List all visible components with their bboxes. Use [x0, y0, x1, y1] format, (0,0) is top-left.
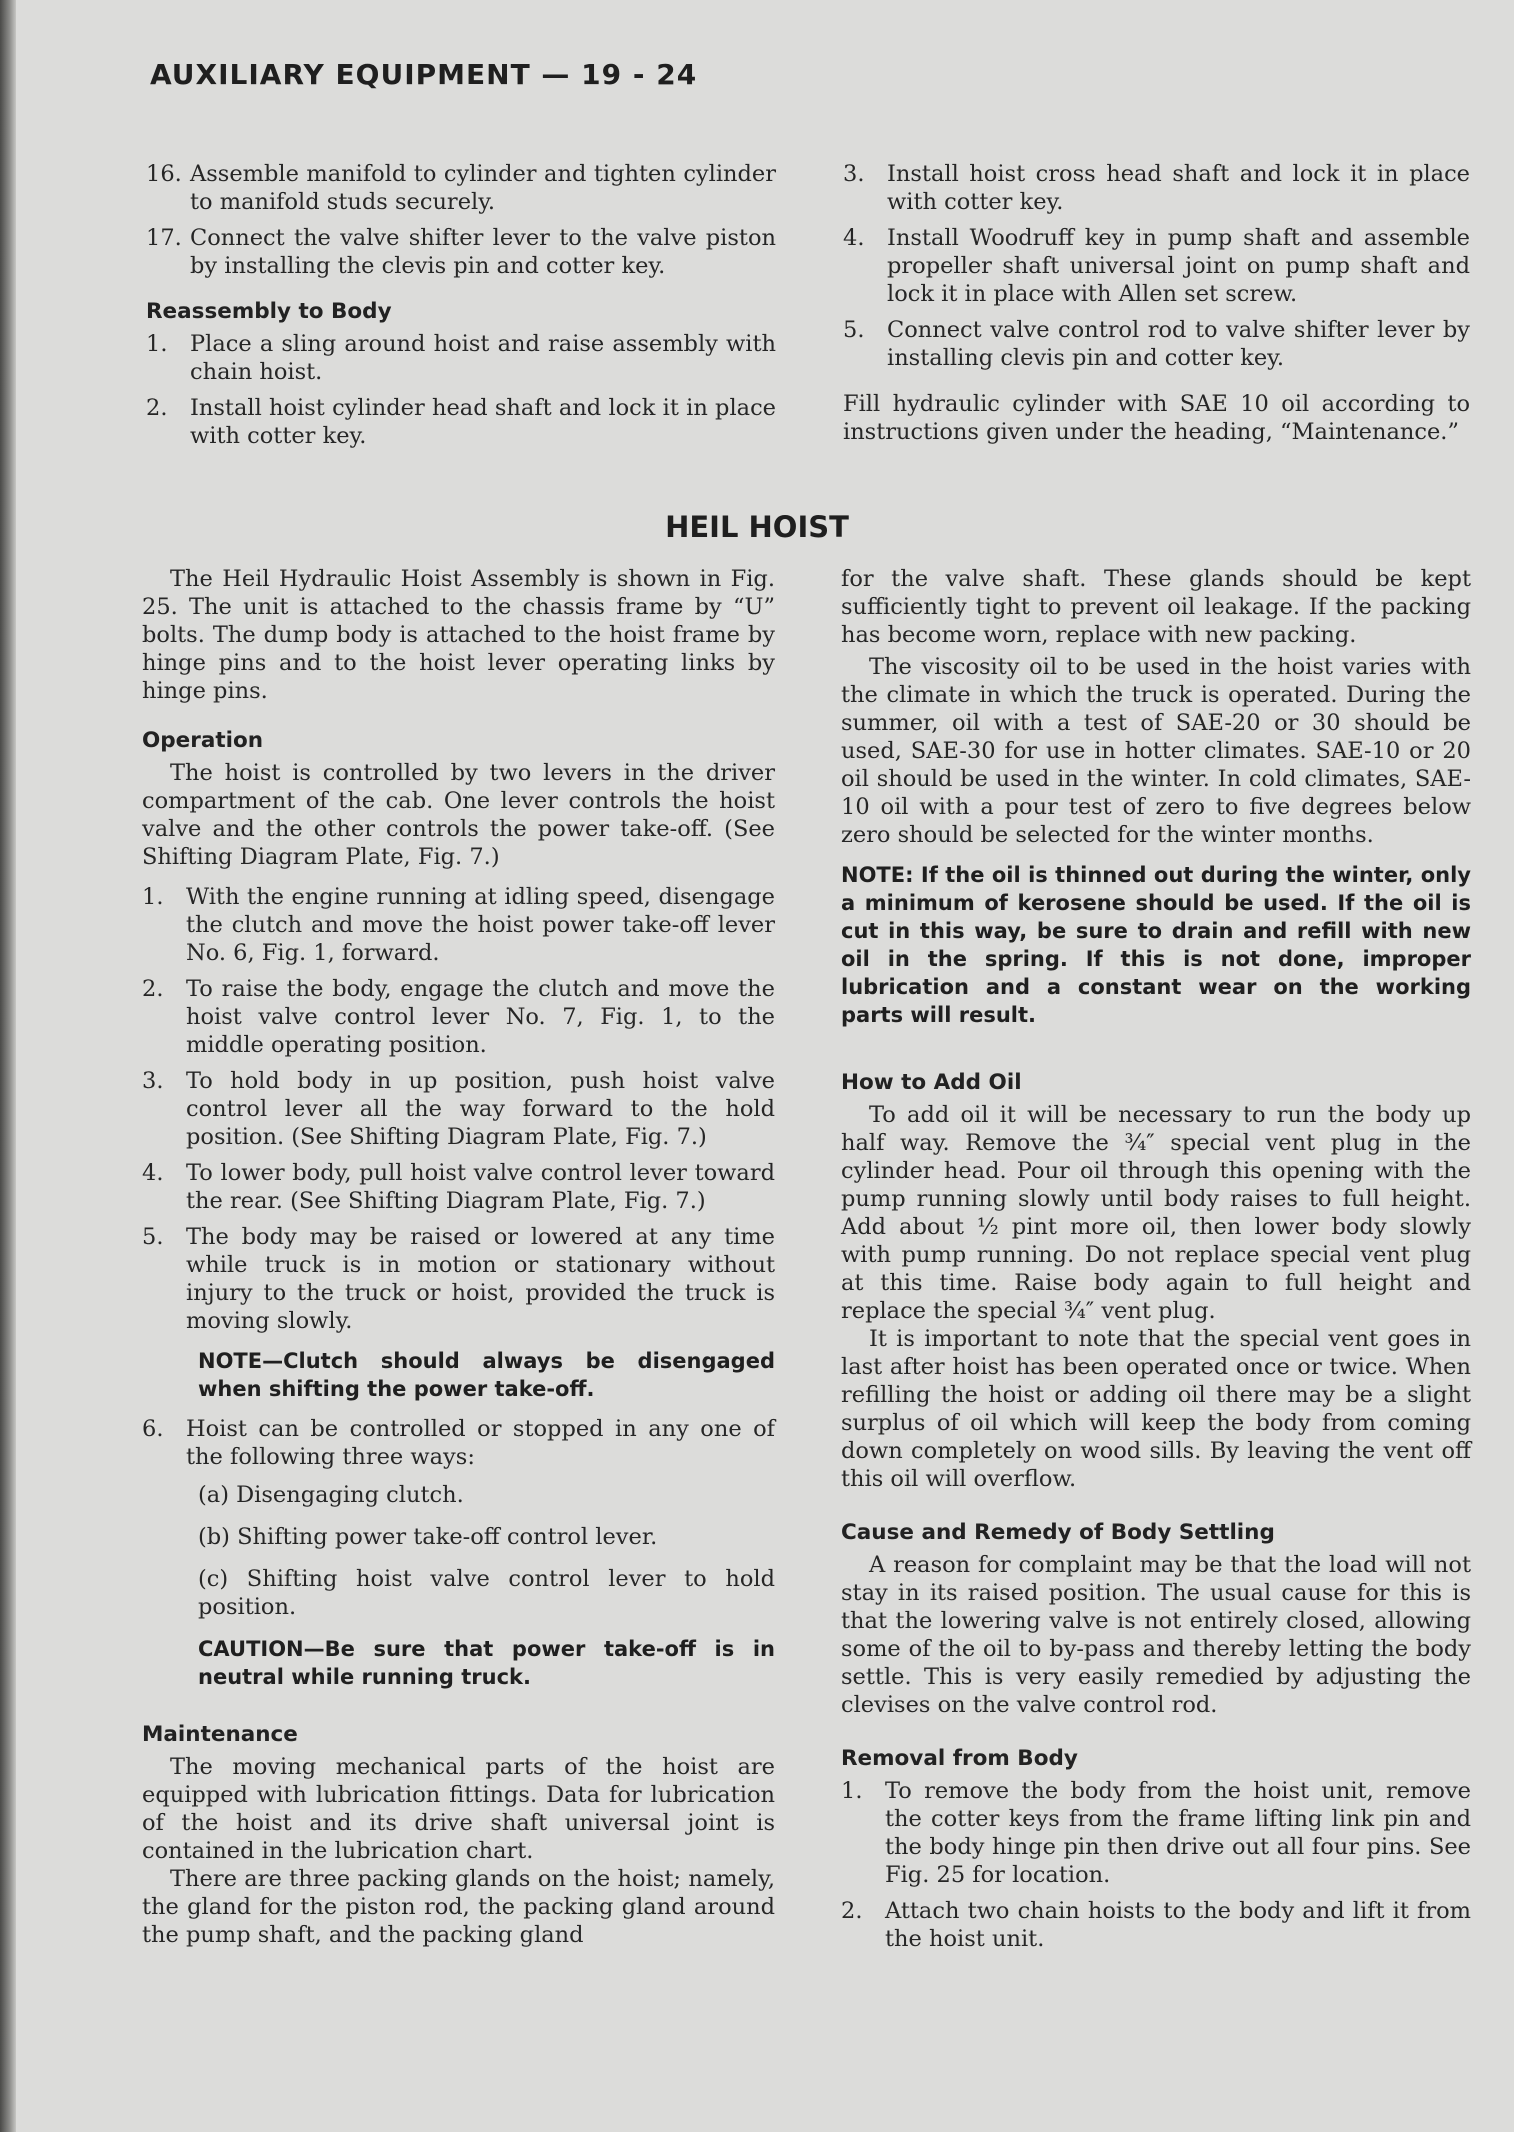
operation-paragraph: The hoist is controlled by two levers in the driver compartment of the cab. One lever controls the hoist valve and the other controls the power take-off. (See Shifting Diagram Plate, Fig. 7.)	[142, 760, 775, 870]
step-number: 1.	[142, 884, 164, 910]
step-number: 5.	[142, 1224, 164, 1250]
step-number: 16.	[146, 161, 182, 187]
operation-heading: Operation	[142, 728, 264, 753]
step-number: 3.	[142, 1068, 164, 1094]
step-number: 4.	[142, 1160, 164, 1186]
step-number: 2.	[142, 976, 164, 1002]
step-text: With the engine running at idling speed, disengage the clutch and move the hoist power take-off lever No. 6, Fig. 1, forward.	[186, 884, 775, 966]
list-item	[841, 1777, 1471, 1889]
list-item	[142, 975, 775, 1059]
step-number: 2.	[146, 395, 168, 421]
step-text: Install Woodruff key in pump shaft and assemble propeller shaft universal joint on pump shaft and lock it in place with Allen set screw.	[887, 225, 1470, 307]
removal-heading: Removal from Body	[841, 1746, 1078, 1771]
step-text: Place a sling around hoist and raise assembly with chain hoist.	[190, 331, 776, 385]
add-oil-paragraph: It is important to note that the special vent goes in last after hoist has been operated once or twice. When refilling the hoist or adding oil there may be a slight surplus of oil which will keep the body from coming down completely on wood sills. By leaving the vent off this oil will overflow.	[841, 1326, 1471, 1492]
control-ways-list	[142, 1481, 775, 1621]
add-oil-heading: How to Add Oil	[841, 1070, 1022, 1095]
step-text: To lower body, pull hoist valve control lever toward the rear. (See Shifting Diagram Plate, Fig. 7.)	[186, 1160, 775, 1214]
reassembly-steps	[146, 330, 776, 450]
list-item: (a) Disengaging clutch.	[198, 1482, 464, 1508]
reassembly-heading: Reassembly to Body	[146, 299, 392, 324]
right-column	[841, 565, 1471, 1961]
viscosity-paragraph: The viscosity oil to be used in the hoist varies with the climate in which the truck is operated. During the summer, oil with a test of SAE-20 or 30 should be used, SAE-30 for use in hotter climates. SAE-10 or 20 oil should be used in the winter. In cold climates, SAE-10 oil with a pour test of zero to five degrees below zero should be selected for the winter months.	[841, 654, 1471, 848]
step-text: To raise the body, engage the clutch and move the hoist valve control lever No. 7, Fig. 1, to the middle operating position.	[186, 976, 775, 1058]
step-text: Connect valve control rod to valve shifter lever by installing clevis pin and cotter key.	[887, 317, 1470, 371]
assembly-steps	[146, 160, 776, 280]
continued-paragraph: for the valve shaft. These glands should be kept sufficiently tight to prevent oil leakage. If the packing has become worn, replace with new packing.	[841, 566, 1471, 648]
step-text: To remove the body from the hoist unit, remove the cotter keys from the frame lifting link pin and the body hinge pin then drive out all four pins. See Fig. 25 for location.	[885, 1778, 1471, 1888]
top-left-column	[146, 160, 776, 458]
list-item	[142, 1223, 775, 1335]
list-item	[841, 1897, 1471, 1953]
operation-steps	[142, 883, 775, 1335]
settling-paragraph: A reason for complaint may be that the load will not stay in its raised position. The usual cause for this is that the lowering valve is not entirely closed, allowing some of the oil to by-pass and thereby letting the body settle. This is very easily remedied by adjusting the clevises on the valve control rod.	[841, 1552, 1471, 1718]
list-item	[146, 330, 776, 386]
intro-paragraph: The Heil Hydraulic Hoist Assembly is shown in Fig. 25. The unit is attached to the chassis frame by “U” bolts. The dump body is attached to the hoist frame by hinge pins and to the hoist lever operating links by hinge pins.	[142, 566, 775, 704]
control-steps	[142, 1415, 775, 1471]
page-binding-edge	[0, 0, 16, 2132]
step-number: 3.	[843, 161, 865, 187]
list-item	[843, 224, 1470, 308]
list-item	[146, 160, 776, 216]
list-item: (c) Shifting hoist valve control lever to hold position.	[198, 1566, 775, 1620]
section-title: HEIL HOIST	[665, 510, 849, 544]
step-text: To hold body in up position, push hoist valve control lever all the way forward to the hold position. (See Shifting Diagram Plate, Fig. 7.)	[186, 1068, 775, 1150]
step-number: 1.	[841, 1778, 863, 1804]
step-text: Assemble manifold to cylinder and tighten cylinder to manifold studs securely.	[190, 161, 776, 215]
list-item	[146, 394, 776, 450]
removal-steps	[841, 1777, 1471, 1953]
caution-note: CAUTION—Be sure that power take-off is in neutral while running truck.	[198, 1637, 775, 1689]
left-column	[142, 565, 775, 1949]
fill-instruction: Fill hydraulic cylinder with SAE 10 oil according to instructions given under the heading, “Maintenance.”	[843, 391, 1470, 445]
list-item	[146, 224, 776, 280]
step-number: 1.	[146, 331, 168, 357]
add-oil-paragraph: To add oil it will be necessary to run the body up half way. Remove the ¾″ special vent plug in the cylinder head. Pour oil through this opening with the pump running slowly until body raises to full height. Add about ½ pint more oil, then lower body slowly with pump running. Do not replace special vent plug at this time. Raise body again to full height and replace the special ¾″ vent plug.	[841, 1102, 1471, 1324]
step-text: Attach two chain hoists to the body and lift it from the hoist unit.	[885, 1898, 1471, 1952]
maintenance-paragraph: There are three packing glands on the hoist; namely, the gland for the piston rod, the packing gland around the pump shaft, and the packing gland	[142, 1866, 775, 1948]
settling-heading: Cause and Remedy of Body Settling	[841, 1520, 1275, 1545]
maintenance-heading: Maintenance	[142, 1722, 298, 1747]
assembly-steps-continued	[843, 160, 1470, 372]
list-item	[843, 160, 1470, 216]
list-item: (b) Shifting power take-off control lever.	[198, 1524, 658, 1550]
running-head: AUXILIARY EQUIPMENT — 19 - 24	[150, 58, 698, 91]
list-item	[843, 316, 1470, 372]
oil-note: NOTE: If the oil is thinned out during the winter, only a minimum of kerosene should be used. If the oil is cut in this way, be sure to drain and refill with new oil in the spring. If this is not done, improper lubrication and a constant wear on the working parts will result.	[841, 863, 1471, 1027]
step-number: 17.	[146, 225, 182, 251]
step-text: The body may be raised or lowered at any time while truck is in motion or stationary without injury to the truck or hoist, provided the truck is moving slowly.	[186, 1224, 775, 1334]
list-item	[142, 1159, 775, 1215]
list-item	[142, 1067, 775, 1151]
step-text: Hoist can be controlled or stopped in any one of the following three ways:	[186, 1416, 775, 1470]
step-number: 2.	[841, 1898, 863, 1924]
maintenance-paragraph: The moving mechanical parts of the hoist are equipped with lubrication fittings. Data for lubrication of the hoist and its drive shaft universal joint is contained in the lubrication chart.	[142, 1754, 775, 1864]
list-item	[142, 883, 775, 967]
list-item	[142, 1415, 775, 1471]
step-text: Install hoist cross head shaft and lock it in place with cotter key.	[887, 161, 1470, 215]
step-number: 6.	[142, 1416, 164, 1442]
clutch-note: NOTE—Clutch should always be disengaged when shifting the power take-off.	[198, 1349, 775, 1401]
step-text: Connect the valve shifter lever to the valve piston by installing the clevis pin and cotter key.	[190, 225, 776, 279]
top-right-column	[843, 160, 1470, 446]
step-number: 4.	[843, 225, 865, 251]
step-text: Install hoist cylinder head shaft and lock it in place with cotter key.	[190, 395, 776, 449]
step-number: 5.	[843, 317, 865, 343]
